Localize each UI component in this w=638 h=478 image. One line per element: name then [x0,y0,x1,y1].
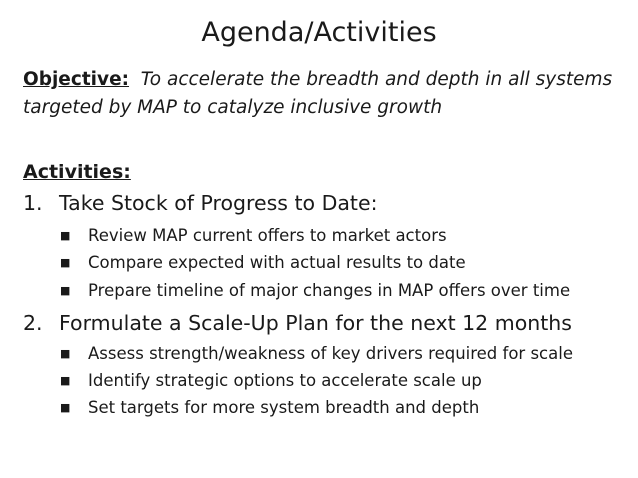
square-bullet-icon: ■ [60,284,71,297]
objective-paragraph [23,66,623,122]
square-bullet-icon: ■ [60,347,71,360]
square-bullet-icon: ■ [60,374,71,387]
activity-bullet-text: Review MAP current offers to market actors [88,226,447,245]
activity-bullet [60,397,479,419]
activity-bullet-text: Prepare timeline of major changes in MAP offers over time [88,281,571,300]
activity-bullet [60,280,570,302]
activity-item-text: Formulate a Scale-Up Plan for the next 12 months [59,311,572,335]
activity-item-text: Take Stock of Progress to Date: [59,191,378,215]
activity-bullet [60,370,482,392]
activity-item-1 [23,189,378,217]
square-bullet-icon: ■ [60,256,71,269]
activity-item-number: 2. [23,311,43,335]
activity-bullet-text: Compare expected with actual results to date [88,253,466,272]
activity-bullet [60,252,466,274]
activity-bullet-text: Identify strategic options to accelerate scale up [88,371,482,390]
square-bullet-icon: ■ [60,229,71,242]
slide-title: Agenda/Activities [201,17,437,48]
activity-item-number: 1. [23,191,43,215]
activity-bullet [60,343,573,365]
activity-item-2 [23,309,572,337]
activity-bullet [60,225,447,247]
activity-bullet-text: Set targets for more system breadth and depth [88,398,480,417]
objective-text: To accelerate the breadth and depth in all systems targeted by MAP to catalyze inclusive growth [23,69,613,118]
activity-bullet-text: Assess strength/weakness of key drivers required for scale [88,344,573,363]
activities-heading: Activities: [23,161,131,183]
square-bullet-icon: ■ [60,401,71,414]
objective-label: Objective: [23,69,130,90]
